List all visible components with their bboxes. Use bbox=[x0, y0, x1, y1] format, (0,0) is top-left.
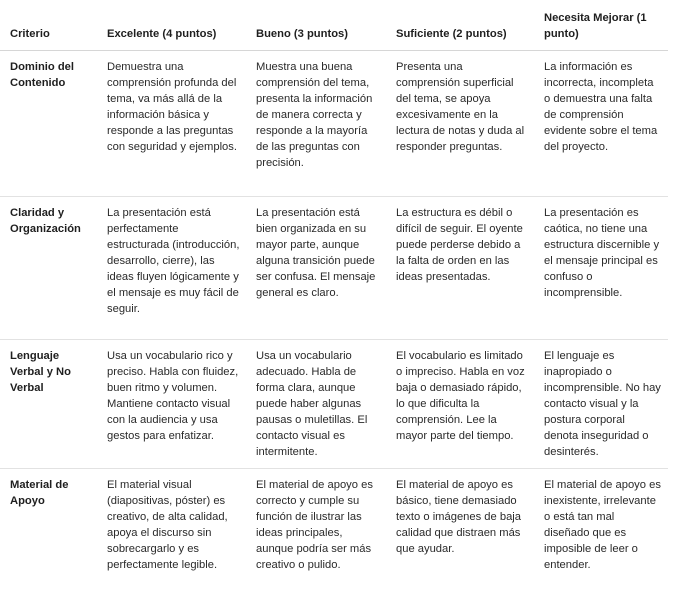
table-row bbox=[0, 469, 668, 593]
table-row bbox=[0, 340, 668, 469]
table-cell: El material de apoyo es básico, tiene demasiado texto o imágenes de baja calidad que distraen más que ayudar. bbox=[396, 479, 522, 555]
criterion-cell: Dominio del Contenido bbox=[0, 51, 97, 197]
table-cell: La presentación está bien organizada en su mayor parte, aunque alguna transición puede ser confusa. El mensaje general es claro. bbox=[246, 197, 386, 340]
header-excelente: Excelente (4 puntos) bbox=[97, 0, 246, 51]
criterion-cell: Claridad y Organización bbox=[0, 197, 97, 340]
table-header-row bbox=[0, 0, 668, 51]
table-row bbox=[0, 51, 668, 197]
criterion-cell: Lenguaje Verbal y No Verbal bbox=[0, 340, 97, 469]
header-criterio: Criterio bbox=[0, 0, 97, 51]
table-cell: La presentación está perfectamente estructurada (introducción, desarrollo, cierre), las ideas fluyen lógicamente y el mensaje es muy fácil de seguir. bbox=[97, 197, 246, 340]
table-cell: El lenguaje es inapropiado o incomprensible. No hay contacto visual y la postura corporal denota inseguridad o desinterés. bbox=[534, 340, 668, 469]
table-cell: El material visual (diapositivas, póster) es creativo, de alta calidad, apoya el discurso sin sobrecargarlo y es perfectamente legible. bbox=[107, 479, 228, 571]
table-cell: Presenta una comprensión superficial del tema, se apoya excesivamente en la lectura de notas y duda al responder preguntas. bbox=[386, 51, 534, 197]
table-cell: Muestra una buena comprensión del tema, presenta la información de manera correcta y responde a la mayoría de las preguntas con precisión. bbox=[246, 51, 386, 197]
table-row bbox=[0, 197, 668, 340]
table-cell: Demuestra una comprensión profunda del tema, va más allá de la información básica y responde a las preguntas con seguridad y ejemplos. bbox=[97, 51, 246, 197]
table-cell: El material de apoyo es inexistente, irrelevante o está tan mal diseñado que es imposible de leer o entender. bbox=[544, 479, 661, 571]
table-cell: La presentación es caótica, no tiene una estructura discernible y el mensaje principal es confuso o incomprensible. bbox=[534, 197, 668, 340]
header-bueno: Bueno (3 puntos) bbox=[246, 0, 386, 51]
table-cell: La estructura es débil o difícil de seguir. El oyente puede perderse debido a la falta de orden en las ideas presentadas. bbox=[386, 197, 534, 340]
table-cell: La información es incorrecta, incompleta o demuestra una falta de comprensión evidente sobre el tema del proyecto. bbox=[534, 51, 668, 197]
table-cell: Usa un vocabulario rico y preciso. Habla con fluidez, buen ritmo y volumen. Mantiene contacto visual con la audiencia y usa gestos para enfatizar. bbox=[97, 340, 246, 469]
table-cell: Usa un vocabulario adecuado. Habla de forma clara, aunque puede haber algunas pausas o muletillas. El contacto visual es intermitente. bbox=[246, 340, 386, 469]
table-cell: El material de apoyo es correcto y cumple su función de ilustrar las ideas principales, aunque podría ser más creativo o pulido. bbox=[256, 479, 373, 571]
header-necesita-mejorar: Necesita Mejorar (1 punto) bbox=[534, 0, 668, 51]
header-suficiente: Suficiente (2 puntos) bbox=[386, 0, 534, 51]
criterion-cell: Material de Apoyo bbox=[10, 479, 69, 507]
table-cell: El vocabulario es limitado o impreciso. Habla en voz baja o demasiado rápido, lo que dificulta la comprensión. Lee la mayor parte del tiempo. bbox=[386, 340, 534, 469]
